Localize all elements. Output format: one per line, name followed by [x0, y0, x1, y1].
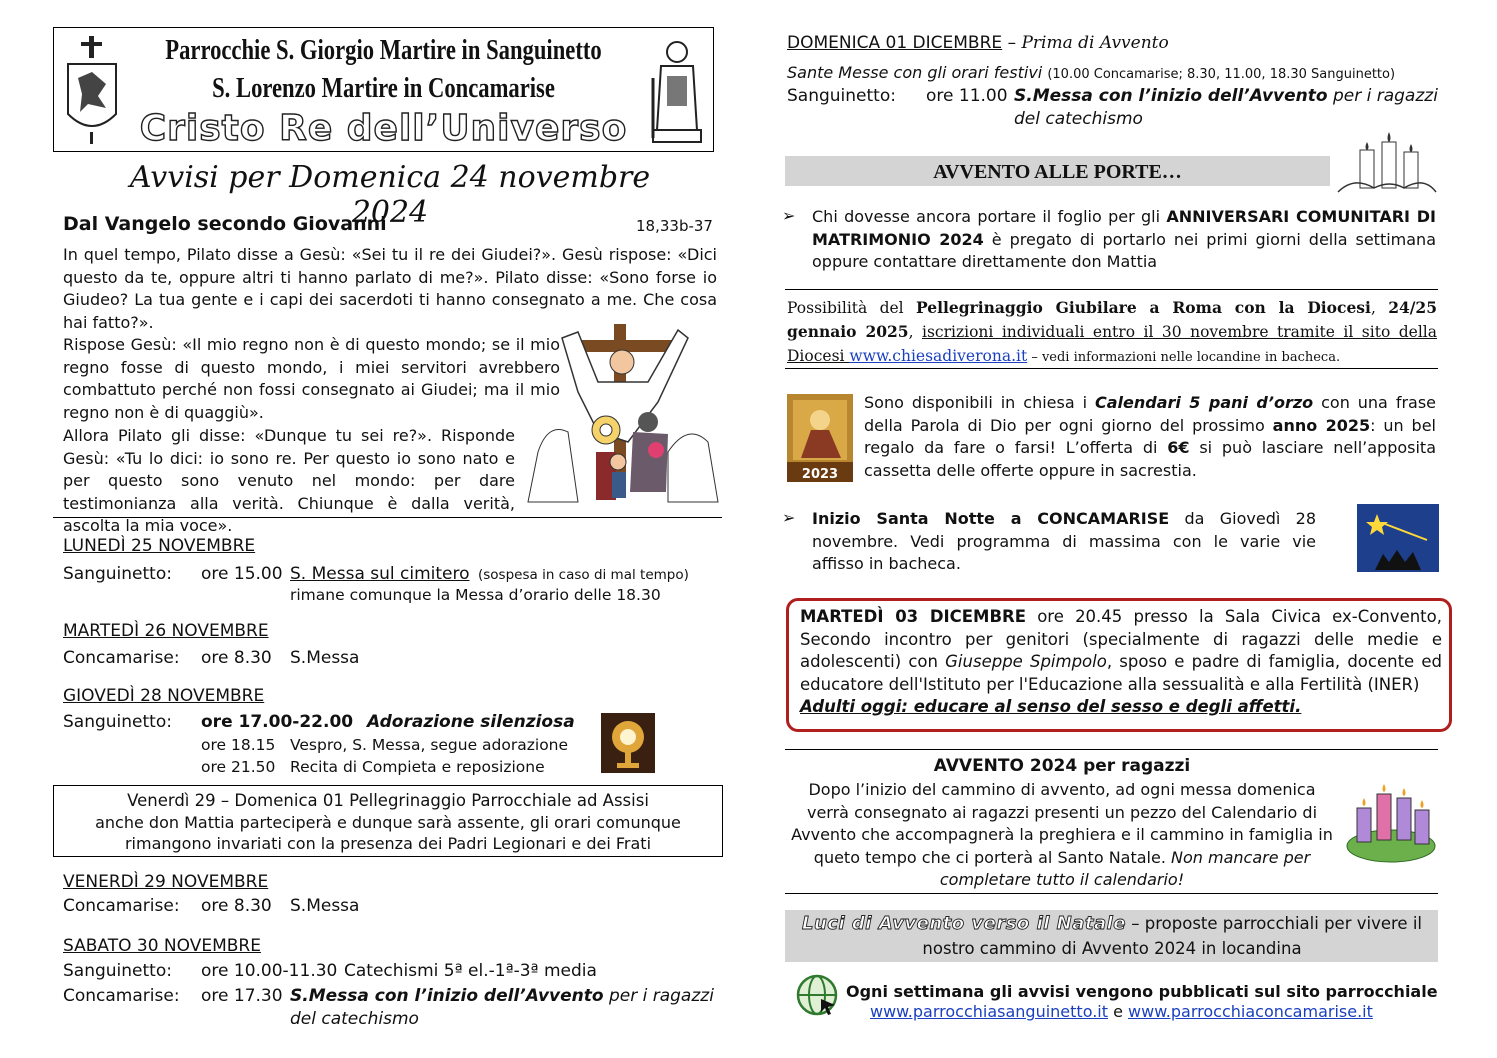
sunday-dash: – — [1007, 33, 1017, 53]
nativity-star-icon — [1357, 504, 1439, 572]
ragazzi-b: Non mancare per completare tutto il calendario! — [939, 847, 1311, 889]
monday-line2: rimane comunque la Messa d’orario delle 18.30 — [290, 586, 661, 604]
monday-heading: LUNEDÌ 25 NOVEMBRE — [63, 536, 256, 556]
giubileo-f: iscrizioni individuali entro il 30 novembre tramite il sito della Diocesi — [787, 323, 1437, 365]
saint-lorenzo-icon — [649, 38, 705, 146]
giubileo-b: Pellegrinaggio Giubilare a Roma con la Diocesi — [915, 298, 1371, 317]
santa-notte-b: da Giovedì 28 novembre. Vedi programma di massima con le varie vie affisso in bacheca. — [812, 509, 1316, 573]
calendari-f: 6€ — [1167, 438, 1190, 457]
concamarise-link[interactable]: www.parrocchiaconcamarise.it — [1128, 1002, 1373, 1021]
calendari-a: Sono disponibili in chiesa i — [864, 393, 1095, 412]
thursday-event-3: Recita di Compieta e reposizione — [290, 758, 545, 776]
pilgrimage-line-3: rimangono invariati con la presenza dei Padri Legionari e dei Frati — [124, 834, 652, 853]
crucifix-children-illustration — [518, 322, 724, 504]
sanguinetto-link[interactable]: www.parrocchiasanguinetto.it — [870, 1002, 1108, 1021]
ragazzi-title: AVVENTO 2024 per ragazzi — [933, 756, 1191, 776]
gospel-para-3: Allora Pilato gli disse: «Dunque tu sei re?». Risponde Gesù: «Tu lo dici: io sono re. Per questo io sono nato e per questo sono venuto nel mondo: per dare testimonianza alla verità. Chiunque è dalla verità, ascolta la mia voce». — [63, 426, 515, 535]
advent-candles-icon — [1334, 122, 1438, 198]
calendari-g: si può lasciare nell’apposita cassetta delle offerte oppure in sacrestia. — [864, 438, 1437, 480]
sunday-time: ore 11.00 — [926, 86, 1008, 106]
genitori-b: ore 20.45 presso la Sala Civica ex-Convento, Secondo incontro per genitori (specialmente di ragazzi delle medie e adolescenti) con — [800, 607, 1442, 671]
friday-heading: VENERDÌ 29 NOVEMBRE — [63, 872, 269, 892]
gospel-para-2: Rispose Gesù: «Il mio regno non è di questo mondo; se il mio regno fosse di questo mondo, i miei servitori avrebbero combattuto perché non fossi consegnato ai Giudei; ma il mio regno non è di quaggiù». — [63, 335, 560, 422]
monstrance-icon — [601, 713, 655, 773]
saturday-place-2: Concamarise: — [63, 986, 180, 1006]
ragazzi-a: Dopo l’inizio del cammino di avvento, ad ogni messa domenica verrà consegnato ai ragazzi presenti un pezzo del Calendario di Avvento che accompagnerà la preghiera e il cammino in famiglia in queto tempo che ci porterà al Santo Natale. — [791, 780, 1333, 867]
santa-notte-text — [812, 508, 1316, 576]
calendar-cover-year: 2023 — [801, 467, 839, 482]
saturday-place-1: Sanguinetto: — [63, 961, 172, 981]
tuesday-place: Concamarise: — [63, 648, 180, 668]
saturday-time-1: ore 10.00-11.30 — [201, 961, 338, 981]
calendari-d: anno 2025 — [1272, 415, 1371, 435]
divider — [785, 368, 1438, 369]
giubileo-e: , — [908, 323, 922, 341]
divider — [53, 517, 722, 518]
monday-note: (sospesa in caso di mal tempo) — [478, 567, 689, 583]
giubileo-d: 24/25 gennaio 2025 — [787, 298, 1438, 341]
friday-place: Concamarise: — [63, 896, 180, 916]
saturday-time-2: ore 17.30 — [201, 986, 283, 1006]
calendari-c: con una frase della Parola di Dio per ogni giorno del prossimo — [864, 393, 1437, 435]
sunday-event-c: del catechismo — [1014, 109, 1143, 129]
ragazzi-text — [788, 779, 1336, 892]
bullet-arrow-icon: ➢ — [782, 206, 796, 225]
genitori-d: , sposo e padre di famiglia, docente ed educatore dell'Istituto per l'Educazione alla sessualità e alla Fertilità (INER) — [800, 652, 1442, 694]
genitori-a: MARTEDÌ 03 DICEMBRE — [800, 607, 1027, 626]
sunday-masses: Sante Messe con gli orari festivi — [787, 63, 1043, 82]
monday-place: Sanguinetto: — [63, 564, 172, 584]
sunday-event: S.Messa con l’inizio dell’Avvento — [1014, 86, 1328, 106]
coat-of-arms-icon — [62, 34, 122, 146]
tuesday-event: S.Messa — [290, 648, 360, 668]
sunday-title: Prima di Avvento — [1021, 33, 1169, 53]
tuesday-heading: MARTEDÌ 26 NOVEMBRE — [63, 621, 269, 641]
web-globe-icon — [795, 973, 839, 1017]
calendari-b: Calendari 5 pani d’orzo — [1094, 393, 1314, 412]
pilgrimage-box — [53, 785, 723, 857]
saturday-event-2: S.Messa con l’inizio dell’Avvento — [290, 986, 604, 1006]
gospel-title: Dal Vangelo secondo Giovanni — [63, 213, 387, 235]
calendar-cover-image — [787, 394, 853, 482]
thursday-event-2: Vespro, S. Messa, segue adorazione — [290, 736, 569, 754]
sunday-place: Sanguinetto: — [787, 86, 896, 106]
giubileo-text — [787, 296, 1437, 370]
sunday-event-b: per i ragazzi — [1332, 86, 1438, 106]
tuesday-time: ore 8.30 — [201, 648, 272, 668]
thursday-heading: GIOVEDÌ 28 NOVEMBRE — [63, 686, 265, 706]
monday-event: S. Messa sul cimitero — [290, 564, 470, 584]
avvisi-title: Avvisi per Domenica 24 novembre 2024 — [129, 160, 651, 230]
luci-text — [787, 911, 1437, 961]
bullet-arrow-icon: ➢ — [782, 508, 796, 527]
divider — [785, 289, 1438, 290]
giubileo-a: Possibilità del — [787, 299, 916, 317]
friday-event: S.Messa — [290, 896, 360, 916]
pilgrimage-line-1: Venerdì 29 – Domenica 01 Pellegrinaggio Parrocchiale ad Assisi — [127, 791, 649, 810]
thursday-place: Sanguinetto: — [63, 712, 172, 732]
header-box — [53, 27, 714, 152]
parish-line-1: Parrocchie S. Giorgio Martire in Sanguinetto — [165, 34, 602, 66]
saturday-event-1: Catechismi 5ª el.-1ª-3ª media — [344, 961, 597, 981]
thursday-time: ore 17.00-22.00 — [201, 712, 354, 732]
gospel-reference: 18,33b-37 — [636, 217, 713, 235]
genitori-c: Giuseppe Spimpolo — [945, 652, 1107, 671]
genitori-e: Adulti oggi: educare al senso del sesso e degli affetti. — [800, 697, 1302, 716]
sunday-masses-note: (10.00 Concamarise; 8.30, 11.00, 18.30 Sanguinetto) — [1047, 67, 1396, 82]
thursday-time-2: ore 18.15 — [201, 736, 276, 754]
saturday-event-2b: per i ragazzi — [608, 986, 714, 1006]
feast-title: Cristo Re dell’Universo — [139, 108, 628, 149]
luci-b: – proposte parrocchiali per vivere il nostro cammino di Avvento 2024 in locandina — [922, 914, 1422, 958]
saturday-heading: SABATO 30 NOVEMBRE — [63, 936, 261, 956]
footer-and: e — [1108, 1002, 1129, 1021]
thursday-time-3: ore 21.50 — [201, 758, 276, 776]
anniversari-b: ANNIVERSARI COMUNITARI DI MATRIMONIO 2024 — [812, 207, 1436, 249]
gospel-para-1: In quel tempo, Pilato disse a Gesù: «Sei tu il re dei Giudei?». Gesù rispose: «Dici questo da te, oppure altri ti hanno parlato di me?». Pilato disse: «Sono forse io Giudeo? La tua gente e i capi dei sacerdoti ti hanno consegnato a me. Che cosa hai fatto?». — [63, 245, 717, 332]
calendari-text — [864, 392, 1436, 482]
genitori-text — [800, 606, 1442, 719]
divider — [785, 749, 1438, 750]
diocesi-link[interactable]: www.chiesadiverona.it — [849, 347, 1028, 365]
advent-wreath-icon — [1343, 780, 1439, 864]
monday-time: ore 15.00 — [201, 564, 283, 584]
saturday-event-2c: del catechismo — [290, 1009, 419, 1029]
anniversari-c: è pregato di portarlo nei primi giorni della settimana oppure contattare direttamente don Mattia — [812, 229, 1437, 271]
sunday-heading: DOMENICA 01 DICEMBRE — [787, 33, 1003, 53]
parish-line-2: S. Lorenzo Martire in Concamarise — [212, 72, 555, 104]
luci-a: Luci di Avvento verso il Natale — [802, 913, 1127, 934]
giubileo-c: , — [1370, 299, 1389, 317]
thursday-event: Adorazione silenziosa — [367, 712, 575, 732]
anniversari-text — [812, 206, 1436, 274]
giubileo-g: – vedi informazioni nelle locandine in bacheca. — [1027, 350, 1341, 365]
divider — [785, 893, 1438, 894]
santa-notte-a: Inizio Santa Notte a CONCAMARISE — [812, 509, 1170, 528]
friday-time: ore 8.30 — [201, 896, 272, 916]
anniversari-a: Chi dovesse ancora portare il foglio per gli — [812, 207, 1167, 226]
calendari-e: : un bel regalo da fare o farsi! L’offerta di — [864, 415, 1436, 457]
pilgrimage-line-2: anche don Mattia parteciperà e dunque sarà assente, gli orari comunque — [95, 812, 681, 832]
avvento-porte-bar — [785, 156, 1330, 186]
avvento-porte-title: AVVENTO ALLE PORTE… — [933, 161, 1182, 183]
footer-line-1: Ogni settimana gli avvisi vengono pubblicati sul sito parrocchiale — [846, 982, 1438, 1001]
